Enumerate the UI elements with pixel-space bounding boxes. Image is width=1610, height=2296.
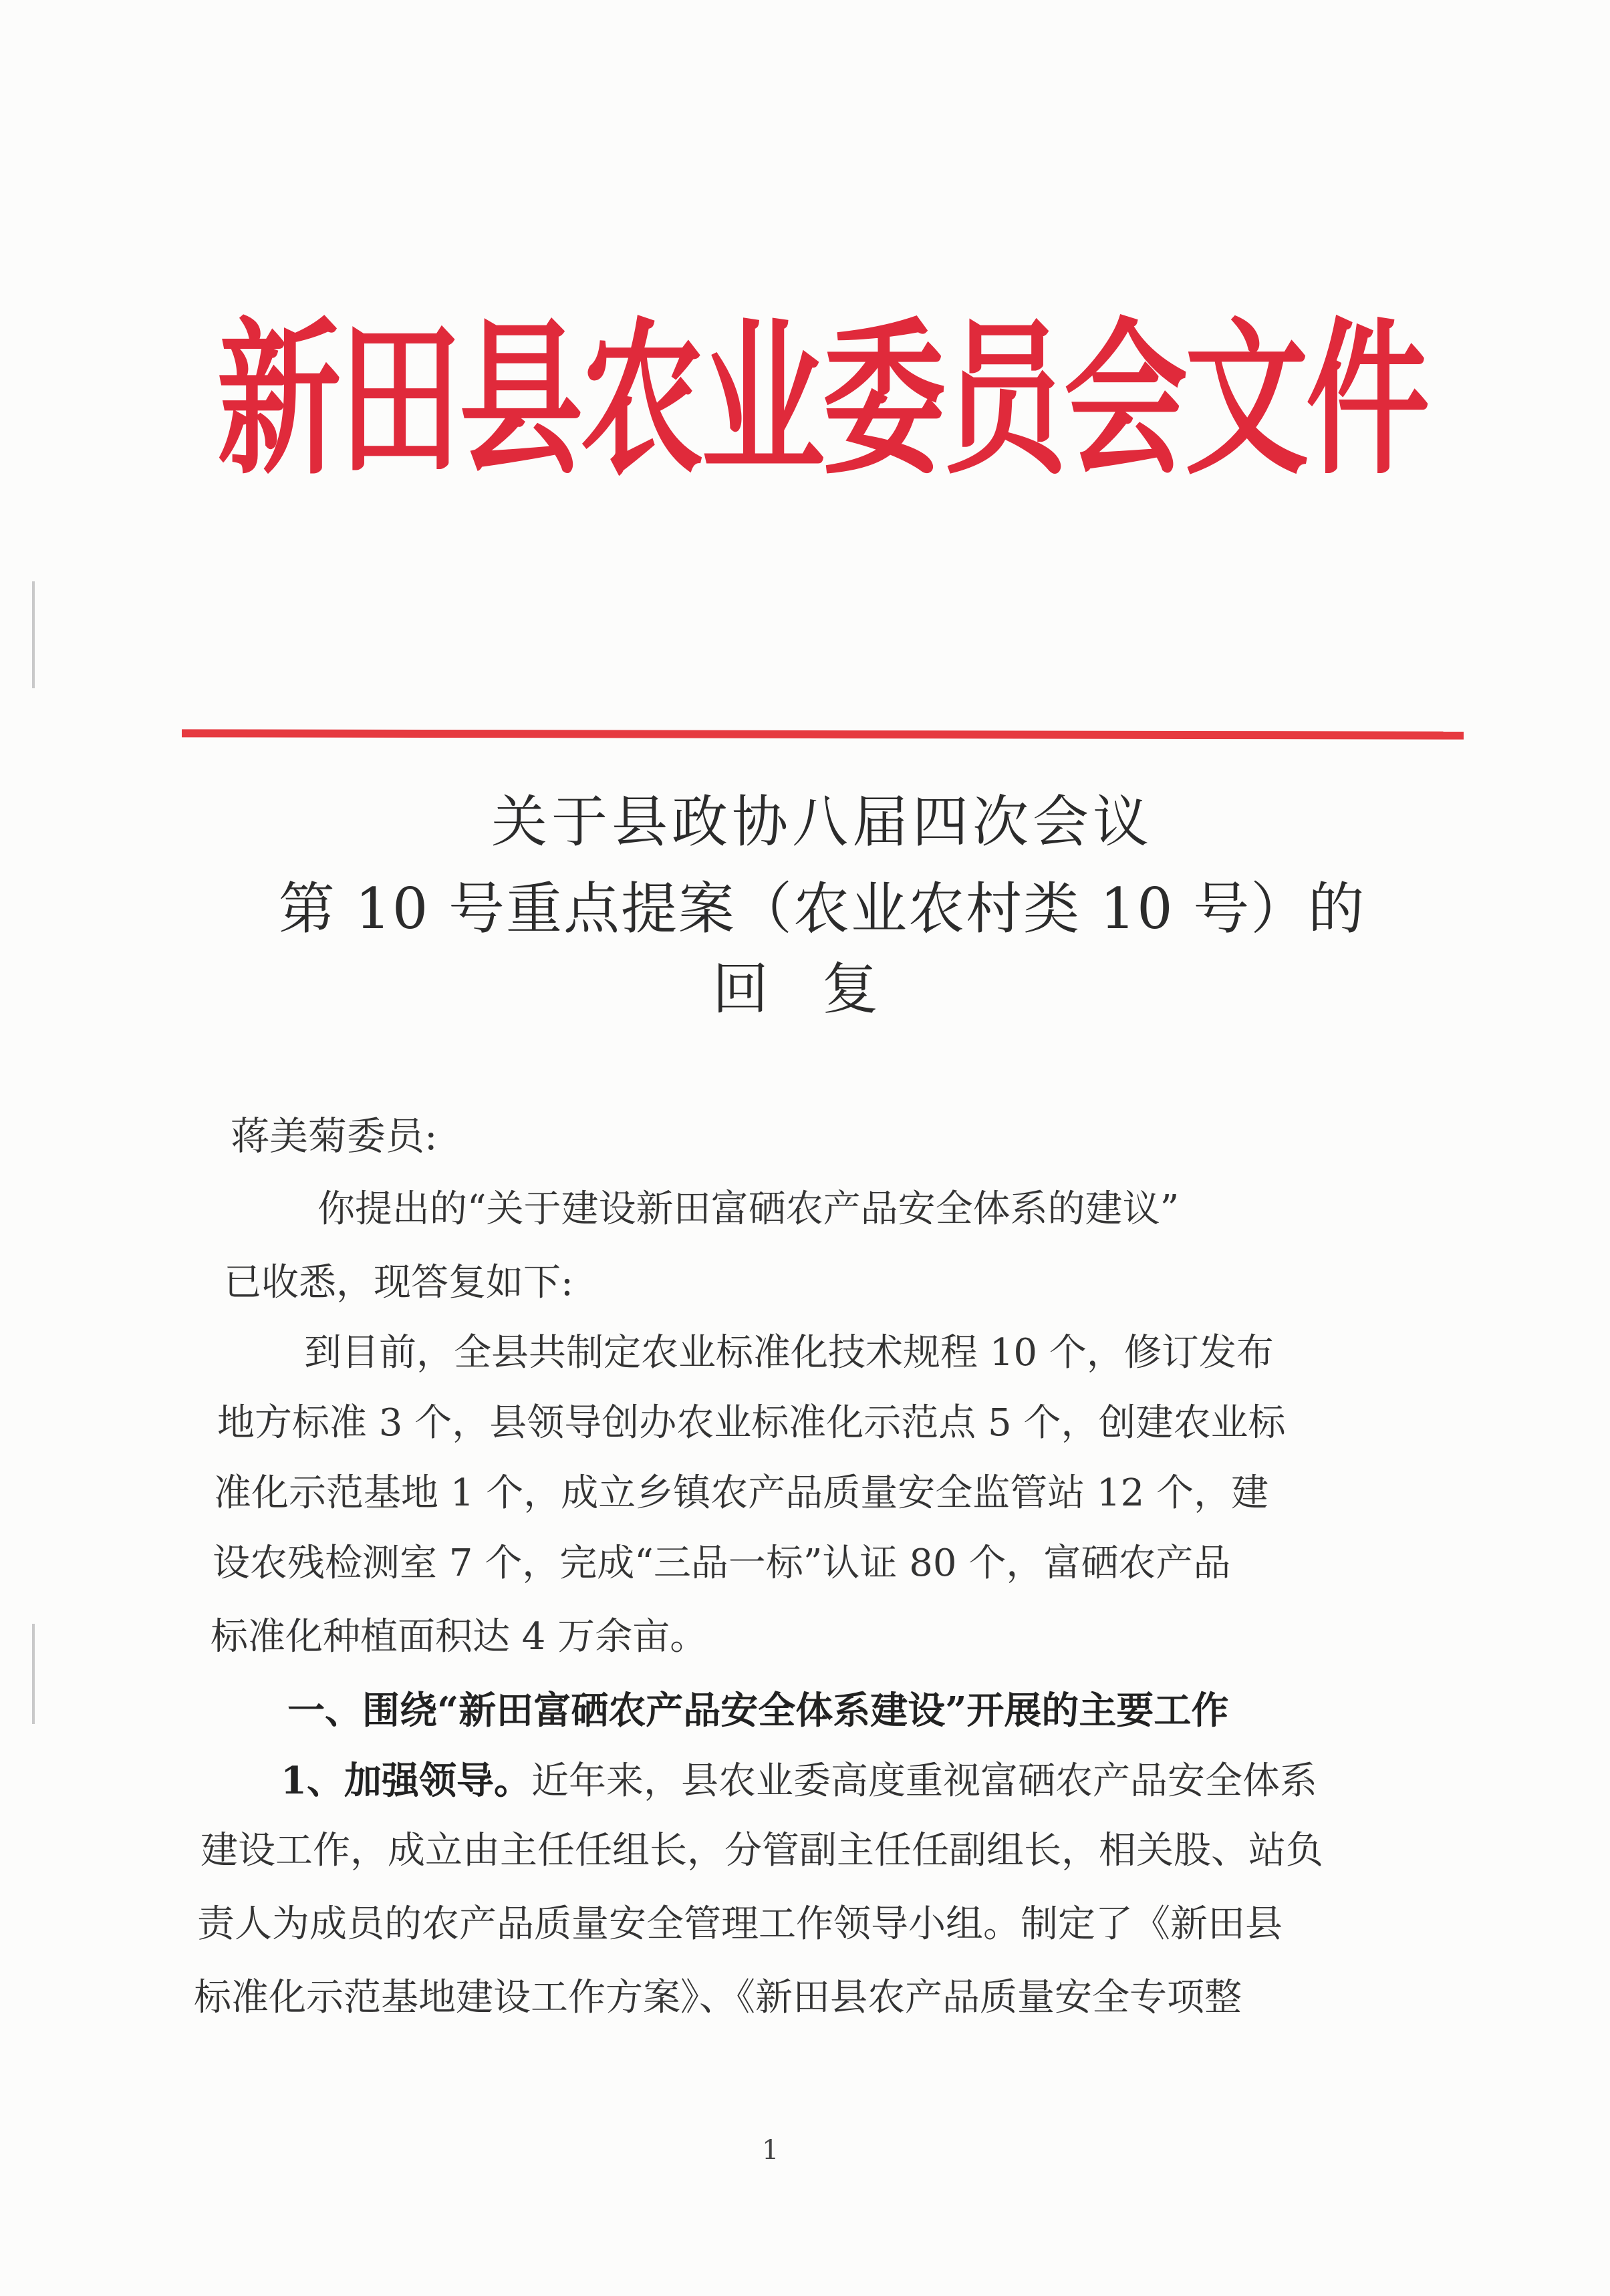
paragraph-1-line-2: 地方标准 3 个，县领导创办农业标准化示范点 5 个，创建农业标: [217, 1401, 1286, 1445]
paragraph-2-line-3: 责人为成员的农产品质量安全管理工作领导小组。制定了《新田县: [197, 1902, 1283, 1946]
binding-staple-mark-top: [32, 581, 35, 688]
document-title-line-2: 第 10 号重点提案（农业农村类 10 号）的: [278, 876, 1366, 942]
binding-staple-mark-bottom: [32, 1624, 35, 1724]
document-title-line-3: 回复: [712, 956, 932, 1022]
page-number: 1: [762, 2135, 779, 2166]
paragraph-2-line-2: 建设工作，成立由主任任组长，分管副主任任副组长，相关股、站负: [200, 1829, 1323, 1872]
document-title-line-1: 关于县政协八届四次会议: [491, 789, 1153, 855]
intro-line-2: 已收悉，现答复如下:: [224, 1261, 573, 1304]
letterhead-red-rule: [182, 729, 1464, 739]
subsection-1-line-1: [281, 1754, 1317, 1808]
salutation: 蒋美菊委员:: [231, 1113, 438, 1159]
paragraph-1-line-1: 到目前，全县共制定农业标准化技术规程 10 个，修订发布: [304, 1331, 1274, 1375]
paragraph-2-line-4: 标准化示范基地建设工作方案》、《新田县农产品质量安全专项整: [194, 1976, 1242, 2019]
subsection-1-text: 近年来，县农业委高度重视富硒农产品安全体系: [531, 1759, 1317, 1803]
paragraph-1-line-4: 设农残检测室 7 个，完成“三品一标”认证 80 个，富硒农产品: [213, 1542, 1231, 1585]
paragraph-1-line-3: 准化示范基地 1 个，成立乡镇农产品质量安全监管站 12 个，建: [214, 1471, 1269, 1515]
letterhead-title: 新田县农业委员会文件: [217, 302, 1427, 498]
section-heading-1: 一、围绕“新田富硒农产品安全体系建设”开展的主要工作: [287, 1689, 1229, 1733]
subsection-1-label: 1、加强领导。: [281, 1759, 531, 1803]
paragraph-1-line-5: 标准化种植面积达 4 万余亩。: [211, 1615, 708, 1659]
intro-line-1: 你提出的“关于建设新田富硒农产品安全体系的建议”: [317, 1187, 1180, 1231]
